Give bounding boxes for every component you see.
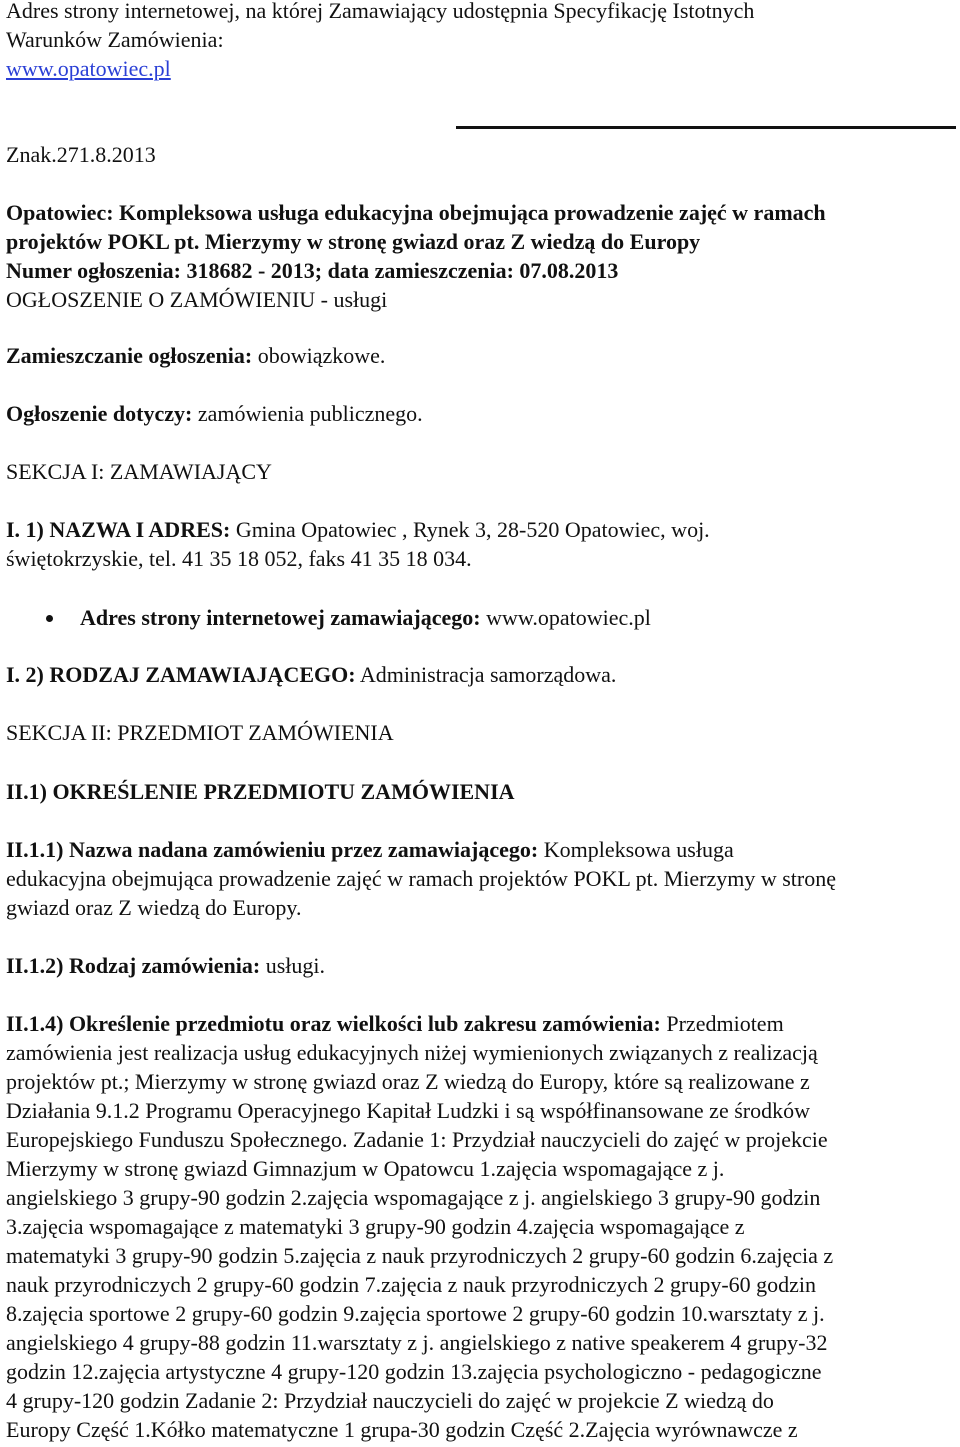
placement-value: obowiązkowe. — [252, 343, 386, 368]
description-line: 8.zajęcia sportowe 2 grupy-60 godzin 9.zajęcia sportowe 2 grupy-60 godzin 10.warsztaty z j. — [6, 1301, 825, 1326]
description-line: Europy Część 1.Kółko matematyczne 1 grupa-30 godzin Część 2.Zajęcia wyrównawcze z — [6, 1417, 798, 1442]
contract-name-line — [6, 835, 734, 864]
website-label: Adres strony internetowej zamawiającego: — [80, 605, 481, 630]
notice-number-line: Numer ogłoszenia: 318682 - 2013; data zamieszczenia: 07.08.2013 — [6, 258, 619, 283]
header-line-2: Warunków Zamówienia: — [6, 27, 224, 52]
notice-title-line-2: projektów POKL pt. Mierzymy w stronę gwiazd oraz Z wiedzą do Europy — [6, 229, 701, 254]
subject-description-label: II.1.4) Określenie przedmiotu oraz wielkości lub zakresu zamówienia: — [6, 1011, 661, 1036]
description-line: 3.zajęcia wspomagające z matematyki 3 grupy-90 godzin 4.zajęcia wspomagające z — [6, 1214, 745, 1239]
subject-description-line — [6, 1009, 784, 1038]
description-line: Mierzymy w stronę gwiazd Gimnazjum w Opatowcu 1.zajęcia wspomagające z j. — [6, 1156, 725, 1181]
name-address-line — [6, 515, 710, 544]
notice-title-line-1: Opatowiec: Kompleksowa usługa edukacyjna obejmująca prowadzenie zajęć w ramach — [6, 200, 826, 225]
notice-type: OGŁOSZENIE O ZAMÓWIENIU - usługi — [6, 287, 388, 312]
contract-name-line-2: edukacyjna obejmująca prowadzenie zajęć w ramach projektów POKL pt. Mierzymy w stronę — [6, 866, 836, 891]
contracting-type-line — [6, 660, 616, 689]
subject-definition-heading: II.1) OKREŚLENIE PRZEDMIOTU ZAMÓWIENIA — [6, 779, 515, 804]
placement-label: Zamieszczanie ogłoszenia: — [6, 343, 253, 368]
placement-line — [6, 341, 385, 370]
contract-name-line-3: gwiazd oraz Z wiedzą do Europy. — [6, 895, 302, 920]
name-address-value: Gmina Opatowiec , Rynek 3, 28-520 Opatowiec, woj. — [230, 517, 710, 542]
description-line: zamówienia jest realizacja usług edukacyjnych niżej wymienionych związanych z realizacją — [6, 1040, 818, 1065]
contract-kind-value: usługi. — [260, 953, 325, 978]
contract-kind-label: II.1.2) Rodzaj zamówienia: — [6, 953, 261, 978]
contracting-type-value: Administracja samorządowa. — [355, 662, 617, 687]
description-line: nauk przyrodniczych 2 grupy-60 godzin 7.zajęcia z nauk przyrodniczych 2 grupy-60 godzin — [6, 1272, 817, 1297]
website-bullet-item — [80, 603, 651, 632]
description-line: Działania 9.1.2 Programu Operacyjnego Kapitał Ludzki i są współfinansowane ze środków — [6, 1098, 810, 1123]
contract-name-value: Kompleksowa usługa — [538, 837, 734, 862]
subject-description-value: Przedmiotem — [660, 1011, 784, 1036]
contract-name-label: II.1.1) Nazwa nadana zamówieniu przez zamawiającego: — [6, 837, 539, 862]
description-line: angielskiego 4 grupy-88 godzin 11.warsztaty z j. angielskiego z native speakerem 4 grupy-32 — [6, 1330, 828, 1355]
contract-kind-line — [6, 951, 325, 980]
description-line: 4 grupy-120 godzin Zadanie 2: Przydział nauczycieli do zajęć w projekcie Z wiedzą do — [6, 1388, 774, 1413]
description-line: projektów pt.; Mierzymy w stronę gwiazd oraz Z wiedzą do Europy, które są realizowane z — [6, 1069, 810, 1094]
concerns-value: zamówienia publicznego. — [192, 401, 423, 426]
spec-url-link[interactable]: www.opatowiec.pl — [6, 56, 171, 81]
description-line: matematyki 3 grupy-90 godzin 5.zajęcia z nauk przyrodniczych 2 grupy-60 godzin 6.zajęcia z — [6, 1243, 834, 1268]
section-2-heading: SEKCJA II: PRZEDMIOT ZAMÓWIENIA — [6, 720, 394, 745]
horizontal-rule — [456, 126, 956, 129]
website-value: www.opatowiec.pl — [480, 605, 651, 630]
subject-description-body — [6, 1038, 833, 1444]
description-line: angielskiego 3 grupy-90 godzin 2.zajęcia wspomagające z j. angielskiego 3 grupy-90 godzin — [6, 1185, 821, 1210]
reference-number: Znak.271.8.2013 — [6, 142, 156, 167]
contracting-type-label: I. 2) RODZAJ ZAMAWIAJĄCEGO: — [6, 662, 356, 687]
concerns-label: Ogłoszenie dotyczy: — [6, 401, 193, 426]
header-line-1: Adres strony internetowej, na której Zamawiający udostępnia Specyfikację Istotnych — [6, 0, 755, 23]
section-1-heading: SEKCJA I: ZAMAWIAJĄCY — [6, 459, 272, 484]
concerns-line — [6, 399, 423, 428]
description-line: Europejskiego Funduszu Społecznego. Zadanie 1: Przydział nauczycieli do zajęć w projekcie — [6, 1127, 828, 1152]
name-address-label: I. 1) NAZWA I ADRES: — [6, 517, 231, 542]
description-line: godzin 12.zajęcia artystyczne 4 grupy-120 godzin 13.zajęcia psychologiczno - pedagogiczne — [6, 1359, 822, 1384]
bullet-icon — [46, 615, 53, 622]
name-address-line-2: świętokrzyskie, tel. 41 35 18 052, faks 41 35 18 034. — [6, 546, 472, 571]
